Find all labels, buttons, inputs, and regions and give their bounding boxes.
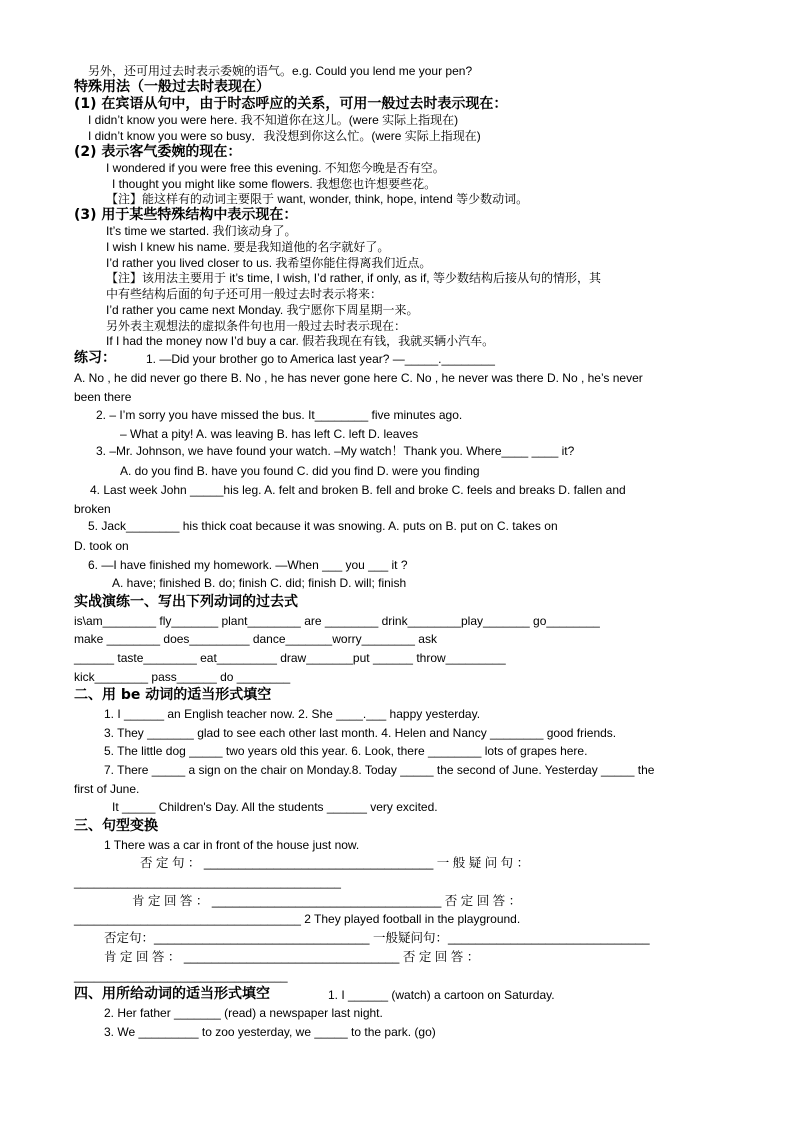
intro-line: 另外，还可用过去时表示委婉的语气。e.g. Could you lend me your pen? [88, 64, 473, 78]
drill-1-row-2: make ________ does_________ dance_______worry________ ask [74, 632, 437, 646]
drill-3-line-1: 否 定 句 ： _________________________________ 一 般 疑 问 句 ： [140, 856, 530, 870]
special-usage-title: 特殊用法（一般过去时表现在） [74, 79, 270, 95]
section-2-note: 【注】能这样有的动词主要限于 want, wonder, think, hope, intend 等少数动词。 [106, 192, 529, 206]
drill-3-line-7: ________________________________ [74, 969, 288, 983]
drill-3-title: 三、句型变换 [74, 818, 158, 834]
practice-question-3: 3. –Mr. Johnson, we have found your watch. –My watch！Thank you. Where____ ____ it? [96, 444, 575, 458]
drill-1-title: 实战演练一、写出下列动词的过去式 [74, 594, 298, 610]
practice-question-5: 5. Jack________ his thick coat because it was snowing. A. puts on B. put on C. takes on [88, 519, 558, 533]
drill-3-line-6: 肯 定 回 答 ： _______________________________ 否 定 回 答 ： [104, 950, 480, 964]
section-3-note-1: 【注】该用法主要用于 it’s time, I wish, I’d rather, if only, as if, 等少数结构后接从句的情形，其 [106, 271, 601, 285]
section-3-note-3: 另外表主观想法的虚拟条件句也用一般过去时表示现在： [106, 319, 407, 333]
drill-1-row-4: kick________ pass______ do ________ [74, 670, 291, 684]
drill-2-line-4: 7. There _____ a sign on the chair on Monday.8. Today _____ the second of June. Yesterday _____ the [104, 763, 655, 777]
drill-4-title: 四、用所给动词的适当形式填空 [74, 986, 270, 1002]
drill-1-row-3: ______ taste________ eat_________ draw_______put ______ throw_________ [74, 651, 506, 665]
drill-2-line-1: 1. I ______ an English teacher now. 2. She ____.___ happy yesterday. [104, 707, 481, 721]
practice-question-2-options: – What a pity! A. was leaving B. has left C. left D. leaves [120, 427, 419, 441]
section-2-heading: (2) 表示客气委婉的现在： [74, 144, 242, 160]
practice-question-1-continued: been there [74, 390, 132, 404]
practice-label: 练习： [74, 350, 116, 366]
practice-question-4-continued: broken [74, 502, 111, 516]
drill-3-line-2: ________________________________________ [74, 875, 341, 889]
drill-4-question-2: 2. Her father _______ (read) a newspaper last night. [104, 1006, 383, 1020]
drill-3-line-5: 否定句：_______________________________ 一般疑问句：_____________________________ [104, 931, 650, 945]
drill-2-line-3: 5. The little dog _____ two years old this year. 6. Look, there ________ lots of grapes here. [104, 744, 588, 758]
practice-question-1: 1. —Did your brother go to America last year? —_____.________ [146, 352, 495, 366]
section-3-example-1: It’s time we started. 我们该动身了。 [106, 224, 297, 238]
drill-2-line-6: It _____ Children's Day. All the students ______ very excited. [112, 800, 438, 814]
section-3-example-5: If I had the money now I’d buy a car. 假若我现在有钱，我就买辆小汽车。 [106, 334, 495, 348]
drill-1-row-1: is\am________ fly_______ plant________ are ________ drink________play_______ go________ [74, 614, 600, 628]
section-1-heading: (1) 在宾语从句中，由于时态呼应的关系，可用一般过去时表示现在： [74, 96, 508, 112]
drill-2-title: 二、用 be 动词的适当形式填空 [74, 687, 272, 703]
drill-3-sentence-1: 1 There was a car in front of the house just now. [104, 838, 360, 852]
section-1-example-2: I didn’t know you were so busy．我没想到你这么忙。(were 实际上指现在) [88, 129, 481, 143]
practice-question-3-options: A. do you find B. have you found C. did you find D. were you finding [120, 464, 480, 478]
section-3-example-2: I wish I knew his name. 要是我知道他的名字就好了。 [106, 240, 390, 254]
practice-question-4: 4. Last week John _____his leg. A. felt and broken B. fell and broke C. feels and breaks D. fallen and [90, 483, 626, 497]
practice-question-5-continued: D. took on [74, 539, 129, 553]
section-3-example-4: I’d rather you came next Monday. 我宁愿你下周星期一来。 [106, 303, 419, 317]
drill-3-line-3: 肯 定 回 答 ： _________________________________ 否 定 回 答 ： [132, 894, 522, 908]
practice-question-6-options: A. have; finished B. do; finish C. did; finish D. will; finish [112, 576, 407, 590]
drill-3-line-4: __________________________________ 2 They played football in the playground. [74, 912, 521, 926]
drill-4-question-1: 1. I ______ (watch) a cartoon on Saturday. [328, 988, 555, 1002]
practice-question-1-options: A. No , he did never go there B. No , he has never gone here C. No , he never was there D. No , he’s never [74, 371, 643, 385]
section-2-example-2: I thought you might like some flowers. 我想您也许想要些花。 [112, 177, 437, 191]
drill-2-line-5: first of June. [74, 782, 140, 796]
section-1-example-1: I didn’t know you were here. 我不知道你在这儿。(were 实际上指现在) [88, 113, 459, 127]
drill-4-question-3: 3. We _________ to zoo yesterday, we _____ to the park. (go) [104, 1025, 436, 1039]
section-3-note-2: 中有些结构后面的句子还可用一般过去时表示将来： [106, 287, 383, 301]
section-3-example-3: I’d rather you lived closer to us. 我希望你能住得离我们近点。 [106, 256, 432, 270]
practice-question-6: 6. —I have finished my homework. —When ___ you ___ it ? [88, 558, 408, 572]
section-3-heading: (3) 用于某些特殊结构中表示现在： [74, 207, 298, 223]
practice-question-2: 2. – I’m sorry you have missed the bus. It________ five minutes ago. [96, 408, 463, 422]
section-2-example-1: I wondered if you were free this evening. 不知您今晚是否有空。 [106, 161, 445, 175]
drill-2-line-2: 3. They _______ glad to see each other last month. 4. Helen and Nancy ________ good friends. [104, 726, 617, 740]
